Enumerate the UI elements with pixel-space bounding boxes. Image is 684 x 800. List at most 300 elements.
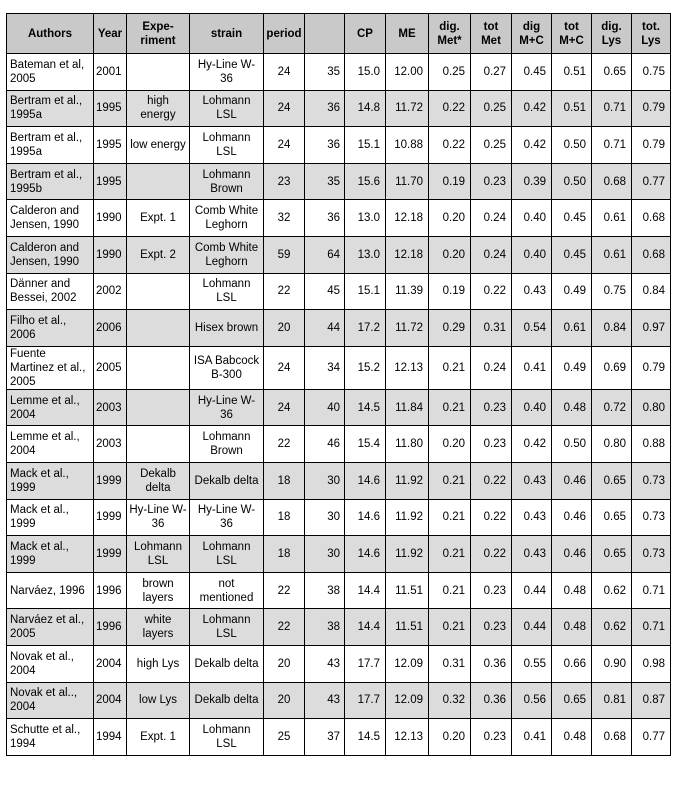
dig-lys-cell: 0.84 xyxy=(592,310,632,347)
header-row xyxy=(7,14,671,54)
dig-met-cell: 0.32 xyxy=(429,682,471,719)
dig-met-cell: 0.22 xyxy=(429,90,471,127)
data-table xyxy=(6,13,671,756)
table-row xyxy=(7,609,671,646)
cp-cell: 14.4 xyxy=(345,609,386,646)
tot-lys-cell: 0.77 xyxy=(632,163,671,200)
dig-mc-cell: 0.40 xyxy=(512,236,552,273)
tot-met-cell: 0.23 xyxy=(471,719,512,756)
dig-met-cell: 0.20 xyxy=(429,426,471,463)
year-cell: 1999 xyxy=(94,536,127,573)
strain-cell: Lohmann Brown xyxy=(190,163,264,200)
tot-met-cell: 0.22 xyxy=(471,499,512,536)
tot-met-cell: 0.24 xyxy=(471,200,512,237)
dig-lys-cell: 0.62 xyxy=(592,572,632,609)
period-cell: 18 xyxy=(264,462,305,499)
header-blank xyxy=(305,14,345,54)
tot-met-cell: 0.22 xyxy=(471,536,512,573)
cp-cell: 17.2 xyxy=(345,310,386,347)
tot-mc-cell: 0.46 xyxy=(552,536,592,573)
period-cell: 18 xyxy=(264,499,305,536)
me-cell: 11.72 xyxy=(386,90,429,127)
tot-mc-cell: 0.48 xyxy=(552,719,592,756)
header-year: Year xyxy=(94,14,127,54)
tot-mc-cell: 0.65 xyxy=(552,682,592,719)
dig-met-cell: 0.21 xyxy=(429,346,471,389)
me-cell: 11.92 xyxy=(386,462,429,499)
days-cell: 36 xyxy=(305,127,345,164)
period-cell: 20 xyxy=(264,645,305,682)
dig-met-cell: 0.31 xyxy=(429,645,471,682)
table-row xyxy=(7,462,671,499)
tot-lys-cell: 0.73 xyxy=(632,499,671,536)
strain-cell: ISA Babcock B-300 xyxy=(190,346,264,389)
cp-cell: 14.5 xyxy=(345,719,386,756)
strain-cell: Lohmann Brown xyxy=(190,426,264,463)
dig-mc-cell: 0.43 xyxy=(512,462,552,499)
year-cell: 2003 xyxy=(94,426,127,463)
authors-cell: Dänner and Bessei, 2002 xyxy=(7,273,94,310)
me-cell: 11.70 xyxy=(386,163,429,200)
header-dig-mc: dig M+C xyxy=(512,14,552,54)
tot-met-cell: 0.36 xyxy=(471,682,512,719)
year-cell: 1995 xyxy=(94,90,127,127)
cp-cell: 14.6 xyxy=(345,536,386,573)
table-row xyxy=(7,90,671,127)
dig-mc-cell: 0.40 xyxy=(512,389,552,426)
authors-cell: Fuente Martinez et al., 2005 xyxy=(7,346,94,389)
tot-lys-cell: 0.80 xyxy=(632,389,671,426)
dig-lys-cell: 0.68 xyxy=(592,163,632,200)
tot-lys-cell: 0.68 xyxy=(632,200,671,237)
cp-cell: 14.5 xyxy=(345,389,386,426)
year-cell: 2006 xyxy=(94,310,127,347)
experiment-cell: Lohmann LSL xyxy=(127,536,190,573)
tot-mc-cell: 0.50 xyxy=(552,163,592,200)
dig-met-cell: 0.22 xyxy=(429,127,471,164)
cp-cell: 14.8 xyxy=(345,90,386,127)
period-cell: 32 xyxy=(264,200,305,237)
me-cell: 12.18 xyxy=(386,200,429,237)
dig-met-cell: 0.21 xyxy=(429,536,471,573)
period-cell: 22 xyxy=(264,572,305,609)
me-cell: 11.39 xyxy=(386,273,429,310)
days-cell: 30 xyxy=(305,462,345,499)
table-row xyxy=(7,54,671,91)
days-cell: 38 xyxy=(305,609,345,646)
year-cell: 1999 xyxy=(94,499,127,536)
me-cell: 11.72 xyxy=(386,310,429,347)
strain-cell: not mentioned xyxy=(190,572,264,609)
dig-lys-cell: 0.65 xyxy=(592,536,632,573)
tot-mc-cell: 0.46 xyxy=(552,462,592,499)
dig-lys-cell: 0.61 xyxy=(592,200,632,237)
table-body xyxy=(7,54,671,756)
days-cell: 30 xyxy=(305,499,345,536)
table-row xyxy=(7,236,671,273)
strain-cell: Lohmann LSL xyxy=(190,90,264,127)
table-row xyxy=(7,645,671,682)
dig-lys-cell: 0.71 xyxy=(592,90,632,127)
strain-cell: Hy-Line W-36 xyxy=(190,389,264,426)
experiment-cell: brown layers xyxy=(127,572,190,609)
days-cell: 36 xyxy=(305,200,345,237)
experiment-cell: Expt. 2 xyxy=(127,236,190,273)
me-cell: 12.18 xyxy=(386,236,429,273)
days-cell: 37 xyxy=(305,719,345,756)
year-cell: 1999 xyxy=(94,462,127,499)
table-row xyxy=(7,163,671,200)
me-cell: 12.13 xyxy=(386,719,429,756)
experiment-cell xyxy=(127,310,190,347)
tot-lys-cell: 0.87 xyxy=(632,682,671,719)
table-row xyxy=(7,200,671,237)
authors-cell: Bertram et al., 1995a xyxy=(7,127,94,164)
tot-lys-cell: 0.79 xyxy=(632,346,671,389)
cp-cell: 13.0 xyxy=(345,236,386,273)
period-cell: 18 xyxy=(264,536,305,573)
table-row xyxy=(7,499,671,536)
dig-mc-cell: 0.41 xyxy=(512,719,552,756)
dig-mc-cell: 0.56 xyxy=(512,682,552,719)
table-row xyxy=(7,572,671,609)
dig-lys-cell: 0.61 xyxy=(592,236,632,273)
dig-mc-cell: 0.43 xyxy=(512,499,552,536)
tot-lys-cell: 0.73 xyxy=(632,536,671,573)
tot-met-cell: 0.22 xyxy=(471,462,512,499)
dig-mc-cell: 0.54 xyxy=(512,310,552,347)
experiment-cell: Dekalb delta xyxy=(127,462,190,499)
me-cell: 11.84 xyxy=(386,389,429,426)
experiment-cell: high energy xyxy=(127,90,190,127)
experiment-cell: high Lys xyxy=(127,645,190,682)
days-cell: 30 xyxy=(305,536,345,573)
tot-lys-cell: 0.73 xyxy=(632,462,671,499)
authors-cell: Mack et al., 1999 xyxy=(7,499,94,536)
authors-cell: Filho et al., 2006 xyxy=(7,310,94,347)
strain-cell: Lohmann LSL xyxy=(190,719,264,756)
cp-cell: 15.1 xyxy=(345,127,386,164)
strain-cell: Dekalb delta xyxy=(190,645,264,682)
tot-met-cell: 0.25 xyxy=(471,127,512,164)
strain-cell: Hy-Line W-36 xyxy=(190,499,264,536)
me-cell: 10.88 xyxy=(386,127,429,164)
year-cell: 2002 xyxy=(94,273,127,310)
year-cell: 1995 xyxy=(94,127,127,164)
me-cell: 11.51 xyxy=(386,572,429,609)
strain-cell: Hy-Line W-36 xyxy=(190,54,264,91)
dig-lys-cell: 0.62 xyxy=(592,609,632,646)
strain-cell: Lohmann LSL xyxy=(190,609,264,646)
days-cell: 45 xyxy=(305,273,345,310)
period-cell: 22 xyxy=(264,609,305,646)
dig-met-cell: 0.21 xyxy=(429,389,471,426)
dig-mc-cell: 0.45 xyxy=(512,54,552,91)
tot-mc-cell: 0.45 xyxy=(552,200,592,237)
authors-cell: Bertram et al., 1995b xyxy=(7,163,94,200)
dig-mc-cell: 0.42 xyxy=(512,426,552,463)
tot-met-cell: 0.23 xyxy=(471,572,512,609)
days-cell: 46 xyxy=(305,426,345,463)
strain-cell: Comb White Leghorn xyxy=(190,236,264,273)
period-cell: 20 xyxy=(264,310,305,347)
tot-met-cell: 0.25 xyxy=(471,90,512,127)
table-row xyxy=(7,536,671,573)
authors-cell: Bertram et al., 1995a xyxy=(7,90,94,127)
days-cell: 40 xyxy=(305,389,345,426)
experiment-cell xyxy=(127,389,190,426)
dig-mc-cell: 0.41 xyxy=(512,346,552,389)
strain-cell: Dekalb delta xyxy=(190,682,264,719)
me-cell: 12.00 xyxy=(386,54,429,91)
year-cell: 2001 xyxy=(94,54,127,91)
strain-cell: Lohmann LSL xyxy=(190,536,264,573)
tot-lys-cell: 0.79 xyxy=(632,127,671,164)
period-cell: 22 xyxy=(264,273,305,310)
dig-lys-cell: 0.90 xyxy=(592,645,632,682)
year-cell: 1994 xyxy=(94,719,127,756)
dig-mc-cell: 0.44 xyxy=(512,572,552,609)
days-cell: 34 xyxy=(305,346,345,389)
tot-met-cell: 0.23 xyxy=(471,426,512,463)
strain-cell: Lohmann LSL xyxy=(190,127,264,164)
dig-lys-cell: 0.80 xyxy=(592,426,632,463)
experiment-cell xyxy=(127,273,190,310)
me-cell: 12.13 xyxy=(386,346,429,389)
dig-mc-cell: 0.43 xyxy=(512,273,552,310)
authors-cell: Calderon and Jensen, 1990 xyxy=(7,236,94,273)
tot-lys-cell: 0.77 xyxy=(632,719,671,756)
tot-mc-cell: 0.51 xyxy=(552,54,592,91)
year-cell: 2005 xyxy=(94,346,127,389)
experiment-cell: low Lys xyxy=(127,682,190,719)
tot-mc-cell: 0.48 xyxy=(552,572,592,609)
tot-lys-cell: 0.79 xyxy=(632,90,671,127)
header-dig-lys: dig. Lys xyxy=(592,14,632,54)
year-cell: 1996 xyxy=(94,572,127,609)
period-cell: 24 xyxy=(264,389,305,426)
days-cell: 43 xyxy=(305,682,345,719)
dig-met-cell: 0.21 xyxy=(429,499,471,536)
authors-cell: Lemme et al., 2004 xyxy=(7,389,94,426)
experiment-cell xyxy=(127,346,190,389)
dig-met-cell: 0.20 xyxy=(429,200,471,237)
dig-met-cell: 0.20 xyxy=(429,236,471,273)
dig-met-cell: 0.19 xyxy=(429,163,471,200)
days-cell: 35 xyxy=(305,54,345,91)
dig-lys-cell: 0.69 xyxy=(592,346,632,389)
header-tot-lys: tot. Lys xyxy=(632,14,671,54)
header-experiment: Expe- riment xyxy=(127,14,190,54)
header-strain: strain xyxy=(190,14,264,54)
tot-met-cell: 0.23 xyxy=(471,163,512,200)
header-me: ME xyxy=(386,14,429,54)
header-authors: Authors xyxy=(7,14,94,54)
period-cell: 24 xyxy=(264,54,305,91)
header-period: period xyxy=(264,14,305,54)
dig-mc-cell: 0.39 xyxy=(512,163,552,200)
table-row xyxy=(7,426,671,463)
cp-cell: 17.7 xyxy=(345,645,386,682)
strain-cell: Comb White Leghorn xyxy=(190,200,264,237)
dig-mc-cell: 0.42 xyxy=(512,90,552,127)
year-cell: 1996 xyxy=(94,609,127,646)
me-cell: 11.51 xyxy=(386,609,429,646)
authors-cell: Narváez et al., 2005 xyxy=(7,609,94,646)
table-row xyxy=(7,719,671,756)
cp-cell: 14.6 xyxy=(345,499,386,536)
tot-lys-cell: 0.71 xyxy=(632,609,671,646)
table-row xyxy=(7,682,671,719)
tot-lys-cell: 0.88 xyxy=(632,426,671,463)
experiment-cell: Expt. 1 xyxy=(127,719,190,756)
tot-met-cell: 0.23 xyxy=(471,609,512,646)
period-cell: 20 xyxy=(264,682,305,719)
dig-mc-cell: 0.40 xyxy=(512,200,552,237)
tot-mc-cell: 0.61 xyxy=(552,310,592,347)
experiment-cell: low energy xyxy=(127,127,190,164)
cp-cell: 13.0 xyxy=(345,200,386,237)
dig-mc-cell: 0.44 xyxy=(512,609,552,646)
period-cell: 24 xyxy=(264,127,305,164)
strain-cell: Hisex brown xyxy=(190,310,264,347)
period-cell: 59 xyxy=(264,236,305,273)
experiment-cell xyxy=(127,54,190,91)
cp-cell: 17.7 xyxy=(345,682,386,719)
dig-lys-cell: 0.65 xyxy=(592,499,632,536)
table-row xyxy=(7,127,671,164)
year-cell: 2003 xyxy=(94,389,127,426)
strain-cell: Lohmann LSL xyxy=(190,273,264,310)
tot-mc-cell: 0.51 xyxy=(552,90,592,127)
tot-met-cell: 0.27 xyxy=(471,54,512,91)
dig-met-cell: 0.21 xyxy=(429,462,471,499)
dig-mc-cell: 0.43 xyxy=(512,536,552,573)
period-cell: 22 xyxy=(264,426,305,463)
table-row xyxy=(7,346,671,389)
authors-cell: Novak et al., 2004 xyxy=(7,645,94,682)
header-tot-mc: tot M+C xyxy=(552,14,592,54)
tot-mc-cell: 0.45 xyxy=(552,236,592,273)
strain-cell: Dekalb delta xyxy=(190,462,264,499)
dig-lys-cell: 0.68 xyxy=(592,719,632,756)
days-cell: 64 xyxy=(305,236,345,273)
me-cell: 11.80 xyxy=(386,426,429,463)
dig-met-cell: 0.21 xyxy=(429,572,471,609)
tot-mc-cell: 0.46 xyxy=(552,499,592,536)
days-cell: 36 xyxy=(305,90,345,127)
authors-cell: Novak et al.., 2004 xyxy=(7,682,94,719)
experiment-cell: white layers xyxy=(127,609,190,646)
experiment-cell xyxy=(127,163,190,200)
period-cell: 24 xyxy=(264,90,305,127)
cp-cell: 15.0 xyxy=(345,54,386,91)
dig-lys-cell: 0.72 xyxy=(592,389,632,426)
authors-cell: Calderon and Jensen, 1990 xyxy=(7,200,94,237)
authors-cell: Mack et al., 1999 xyxy=(7,536,94,573)
tot-met-cell: 0.24 xyxy=(471,346,512,389)
year-cell: 1990 xyxy=(94,236,127,273)
header-cp: CP xyxy=(345,14,386,54)
days-cell: 43 xyxy=(305,645,345,682)
days-cell: 38 xyxy=(305,572,345,609)
experiment-cell xyxy=(127,426,190,463)
dig-mc-cell: 0.42 xyxy=(512,127,552,164)
tot-lys-cell: 0.97 xyxy=(632,310,671,347)
dig-lys-cell: 0.81 xyxy=(592,682,632,719)
cp-cell: 14.4 xyxy=(345,572,386,609)
table-row xyxy=(7,273,671,310)
dig-met-cell: 0.20 xyxy=(429,719,471,756)
tot-met-cell: 0.23 xyxy=(471,389,512,426)
tot-mc-cell: 0.48 xyxy=(552,389,592,426)
dig-met-cell: 0.25 xyxy=(429,54,471,91)
tot-lys-cell: 0.98 xyxy=(632,645,671,682)
cp-cell: 15.6 xyxy=(345,163,386,200)
tot-lys-cell: 0.71 xyxy=(632,572,671,609)
dig-met-cell: 0.19 xyxy=(429,273,471,310)
table-row xyxy=(7,310,671,347)
me-cell: 11.92 xyxy=(386,499,429,536)
tot-mc-cell: 0.48 xyxy=(552,609,592,646)
authors-cell: Bateman et al, 2005 xyxy=(7,54,94,91)
header-tot-met: tot Met xyxy=(471,14,512,54)
days-cell: 35 xyxy=(305,163,345,200)
year-cell: 1990 xyxy=(94,200,127,237)
days-cell: 44 xyxy=(305,310,345,347)
me-cell: 12.09 xyxy=(386,682,429,719)
dig-met-cell: 0.21 xyxy=(429,609,471,646)
tot-mc-cell: 0.66 xyxy=(552,645,592,682)
tot-mc-cell: 0.50 xyxy=(552,426,592,463)
period-cell: 24 xyxy=(264,346,305,389)
header-dig-met: dig. Met* xyxy=(429,14,471,54)
experiment-cell: Hy-Line W-36 xyxy=(127,499,190,536)
year-cell: 2004 xyxy=(94,682,127,719)
tot-lys-cell: 0.84 xyxy=(632,273,671,310)
me-cell: 11.92 xyxy=(386,536,429,573)
tot-met-cell: 0.36 xyxy=(471,645,512,682)
period-cell: 25 xyxy=(264,719,305,756)
table-row xyxy=(7,389,671,426)
year-cell: 2004 xyxy=(94,645,127,682)
experiment-cell: Expt. 1 xyxy=(127,200,190,237)
authors-cell: Schutte et al., 1994 xyxy=(7,719,94,756)
tot-mc-cell: 0.49 xyxy=(552,346,592,389)
tot-mc-cell: 0.50 xyxy=(552,127,592,164)
tot-mc-cell: 0.49 xyxy=(552,273,592,310)
cp-cell: 15.4 xyxy=(345,426,386,463)
authors-cell: Lemme et al., 2004 xyxy=(7,426,94,463)
dig-lys-cell: 0.75 xyxy=(592,273,632,310)
tot-met-cell: 0.24 xyxy=(471,236,512,273)
me-cell: 12.09 xyxy=(386,645,429,682)
tot-lys-cell: 0.75 xyxy=(632,54,671,91)
authors-cell: Narváez, 1996 xyxy=(7,572,94,609)
dig-mc-cell: 0.55 xyxy=(512,645,552,682)
dig-lys-cell: 0.65 xyxy=(592,462,632,499)
tot-met-cell: 0.31 xyxy=(471,310,512,347)
dig-lys-cell: 0.71 xyxy=(592,127,632,164)
cp-cell: 15.2 xyxy=(345,346,386,389)
year-cell: 1995 xyxy=(94,163,127,200)
authors-cell: Mack et al., 1999 xyxy=(7,462,94,499)
cp-cell: 15.1 xyxy=(345,273,386,310)
period-cell: 23 xyxy=(264,163,305,200)
tot-lys-cell: 0.68 xyxy=(632,236,671,273)
cp-cell: 14.6 xyxy=(345,462,386,499)
dig-lys-cell: 0.65 xyxy=(592,54,632,91)
